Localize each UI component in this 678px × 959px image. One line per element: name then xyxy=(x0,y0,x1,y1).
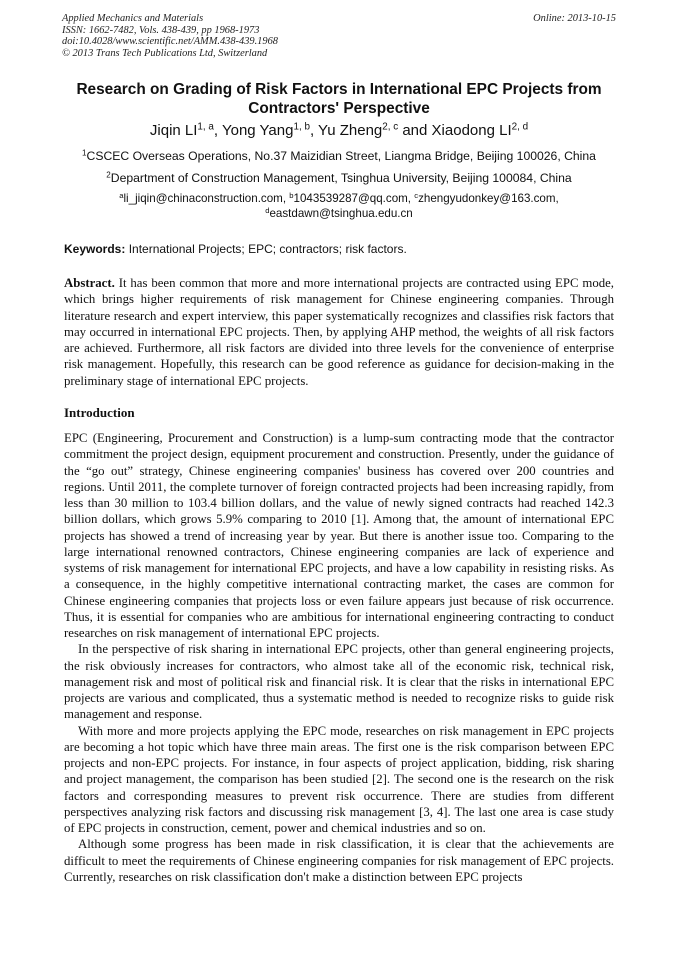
abstract xyxy=(64,275,614,389)
keywords xyxy=(64,242,616,256)
author-name: Xiaodong LI xyxy=(431,122,512,139)
email-mark: d xyxy=(265,205,270,215)
email-mark: a xyxy=(119,190,124,200)
journal-header xyxy=(62,13,616,59)
author-name: Yu Zheng xyxy=(318,122,383,139)
email-mark: c xyxy=(414,190,419,200)
author-emails xyxy=(60,192,618,221)
email-address: zhengyudonkey@163.com, xyxy=(418,192,559,205)
paragraph: With more and more projects applying the EPC mode, researches on risk management in EPC projects are becoming a hot topic which have three main areas. The first one is the risk comparison between EPC projects and non-EPC projects. For instance, in four aspects of project application, bidding, risk sharing and project management, the comparison has been studied [2]. The second one is the research on the risk factors and corresponding measures to prevent risk occurrence. There are studies from different perspectives analyzing risk factors and discussing risk management [3, 4]. The last one area is case study of EPC projects in construction, cement, power and chemical industries and so on. xyxy=(64,723,614,835)
affiliation-2 xyxy=(40,171,638,185)
paper-title: Research on Grading of Risk Factors in International EPC Projects from Contractors' Perspective xyxy=(76,81,602,117)
email-mark: b xyxy=(289,190,294,200)
journal-name: Applied Mechanics and Materials xyxy=(62,13,204,24)
abstract-label: Abstract. xyxy=(64,276,115,290)
email-address: 1043539287@qq.com, xyxy=(293,192,415,205)
affiliation-mark: 1 xyxy=(82,148,87,158)
affiliation-mark: 2 xyxy=(106,170,111,180)
author-affiliation-mark: 2, d xyxy=(511,121,529,133)
affiliation-text: CSCEC Overseas Operations, No.37 Maizidian Street, Liangma Bridge, Beijing 100026, China xyxy=(86,149,596,163)
copyright-line: © 2013 Trans Tech Publications Ltd, Switzerland xyxy=(62,47,268,59)
paragraph: Although some progress has been made in risk classification, it is clear that the achievements are difficult to meet the requirements of Chinese engineering companies for risk management of EPC projects. Currently, researches on risk classification don't make a distinction between EPC projects xyxy=(64,837,614,884)
keywords-text: International Projects; EPC; contractors; risk factors. xyxy=(125,242,407,256)
author-affiliation-mark: 2, c xyxy=(382,121,399,133)
author-name: Yong Yang xyxy=(221,122,294,139)
paragraph: In the perspective of risk sharing in international EPC projects, other than general engineering projects, the risk obviously increases for contractors, who almost take all of the economic risk, technical risk, management risk and most of political risk and financial risk. It is clear that the risks in international EPC projects are various and complicated, thus a systematic method is needed to recognize risks to guide risk management and response. xyxy=(64,642,614,722)
author-separator: and xyxy=(398,122,432,139)
author-affiliation-mark: 1, b xyxy=(293,121,310,133)
introduction-body xyxy=(64,430,614,885)
doi-line: doi:10.4028/www.scientific.net/AMM.438-439.1968 xyxy=(62,36,278,48)
email-address: li_jiqin@chinaconstruction.com, xyxy=(123,192,290,205)
abstract-text: It has been common that more and more international projects are contracted using EPC mode, which brings higher requirements of risk management for Chinese engineering companies. Through literature research and expert interview, this paper systematically recognizes and classifies risk factors that may occurred in international EPC projects. Then, by applying AHP method, the weights of all risk factors are achieved. Furthermore, all risk factors are divided into three levels for the convenience of enterprise risk management. Hopefully, this research can be good reference as guidance for decision-making in the preliminary stage of international EPC projects. xyxy=(64,276,614,388)
author-list xyxy=(40,121,638,141)
keywords-label: Keywords: xyxy=(64,242,126,256)
author-separator: , xyxy=(309,122,319,139)
affiliation-1 xyxy=(40,149,638,163)
author-name: Jiqin LI xyxy=(149,122,198,139)
affiliation-text: Department of Construction Management, Tsinghua University, Beijing 100084, China xyxy=(110,171,572,185)
paragraph: EPC (Engineering, Procurement and Construction) is a lump-sum contracting mode that the contractor commitment the project design, equipment procurement and construction. Presently, under the guidance of the “go out” strategy, Chinese engineering companies' business has covered over 200 countries and regions. Until 2011, the complete turnover of foreign contracted projects had been increasing rapidly, from less than 30 million to 103.4 billion dollars, and the value of newly signed contracts had reached 142.3 billion dollars, which grows 5.9% comparing to 2010 [1]. Among that, the amount of international EPC projects has showed a trend of increasing year by year. But there is another issue too. Comparing to the large international renowned contractors, Chinese engineering companies are lack of experience and systems of risk management for international EPC projects, and have a low capability in resisting risks. As a consequence, in the highly competitive international contracting market, the cases are common for Chinese engineering companies that projects loss or even failure appears just because of risk occurrence. Thus, it is essential for companies who are ambitious for international engineering contracting to conduct researches on risk management of international EPC projects. xyxy=(64,431,614,640)
author-affiliation-mark: 1, a xyxy=(197,121,214,133)
author-separator: , xyxy=(213,122,222,139)
email-address: eastdawn@tsinghua.edu.cn xyxy=(269,206,413,220)
online-date: Online: 2013-10-15 xyxy=(533,13,616,24)
issn-line: ISSN: 1662-7482, Vols. 438-439, pp 1968-1973 xyxy=(62,24,260,36)
section-heading-introduction: Introduction xyxy=(64,405,135,420)
